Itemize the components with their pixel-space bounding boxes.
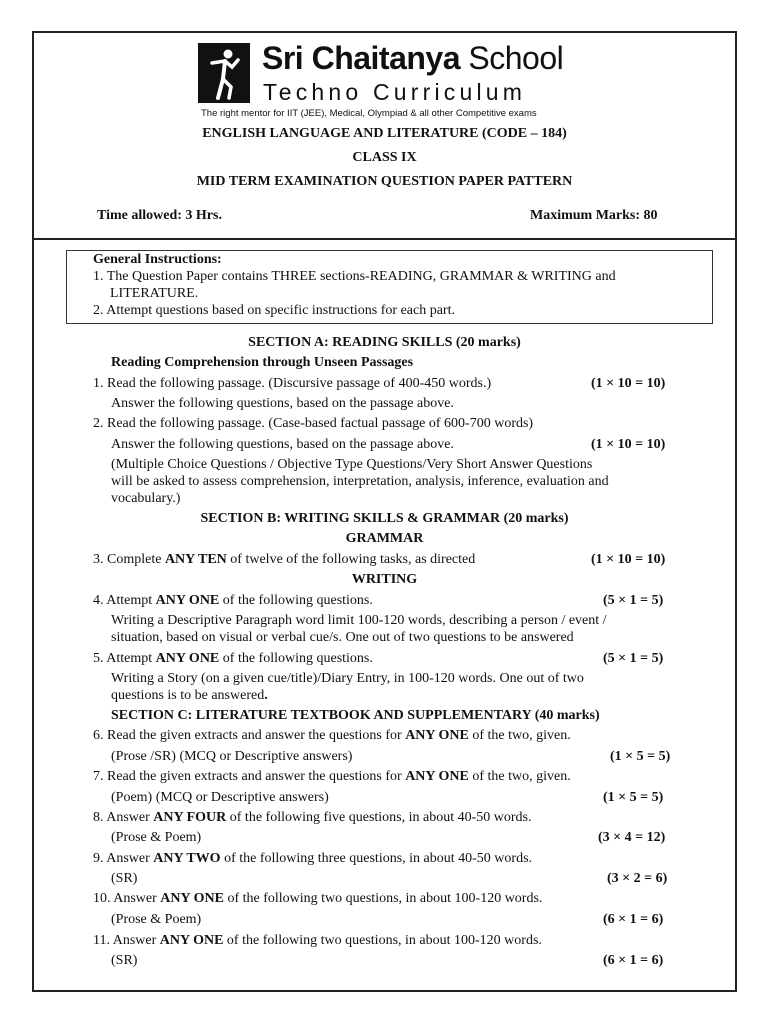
question-9: 9. Answer ANY TWO of the following three questions, in about 40-50 words.	[93, 851, 533, 866]
instruction-1-cont: LITERATURE.	[110, 286, 199, 301]
question-10-marks: (6 × 1 = 6)	[603, 912, 664, 927]
writing-heading: WRITING	[351, 572, 418, 587]
question-4-detail-2: situation, based on visual or verbal cue/s. One out of two questions to be answered	[111, 630, 574, 645]
question-1: 1. Read the following passage. (Discursive passage of 400-450 words.)	[93, 376, 492, 391]
question-2-detail: Answer the following questions, based on the passage above.	[111, 437, 454, 452]
question-6-marks: (1 × 5 = 5)	[610, 749, 671, 764]
question-6-detail: (Prose /SR) (MCQ or Descriptive answers)	[111, 749, 353, 764]
question-5: 5. Attempt ANY ONE of the following questions.	[93, 651, 373, 666]
instruction-1: 1. The Question Paper contains THREE sections-READING, GRAMMAR & WRITING and	[93, 269, 616, 284]
question-7: 7. Read the given extracts and answer the questions for ANY ONE of the two, given.	[93, 769, 571, 784]
question-6: 6. Read the given extracts and answer the questions for ANY ONE of the two, given.	[93, 728, 571, 743]
brand-subtitle: Techno Curriculum	[263, 79, 527, 105]
section-a-note-3: vocabulary.)	[111, 491, 181, 506]
question-7-marks: (1 × 5 = 5)	[603, 790, 664, 805]
question-7-detail: (Poem) (MCQ or Descriptive answers)	[111, 790, 329, 805]
question-4-detail-1: Writing a Descriptive Paragraph word limit 100-120 words, describing a person / event /	[111, 613, 607, 628]
question-2-marks: (1 × 10 = 10)	[591, 437, 666, 452]
question-4: 4. Attempt ANY ONE of the following questions.	[93, 593, 373, 608]
question-8-marks: (3 × 4 = 12)	[598, 830, 666, 845]
question-2: 2. Read the following passage. (Case-based factual passage of 600-700 words)	[93, 416, 534, 431]
section-b-title: SECTION B: WRITING SKILLS & GRAMMAR (20 marks)	[200, 511, 569, 526]
section-a-title: SECTION A: READING SKILLS (20 marks)	[248, 335, 521, 350]
section-c-title: SECTION C: LITERATURE TEXTBOOK AND SUPPLEMENTARY (40 marks)	[111, 708, 600, 723]
section-a-note-2: will be asked to assess comprehension, interpretation, analysis, inference, evaluation and	[111, 474, 609, 489]
question-3-marks: (1 × 10 = 10)	[591, 552, 666, 567]
question-3: 3. Complete ANY TEN of twelve of the following tasks, as directed	[93, 552, 476, 567]
question-5-detail-1: Writing a Story (on a given cue/title)/Diary Entry, in 100-120 words. One out of two	[111, 671, 584, 686]
question-11-marks: (6 × 1 = 6)	[603, 953, 664, 968]
maximum-marks: Maximum Marks: 80	[530, 208, 658, 223]
brand-name: Sri Chaitanya School	[262, 40, 564, 76]
question-10: 10. Answer ANY ONE of the following two questions, in about 100-120 words.	[93, 891, 543, 906]
question-11: 11. Answer ANY ONE of the following two questions, in about 100-120 words.	[93, 933, 542, 948]
question-1-marks: (1 × 10 = 10)	[591, 376, 666, 391]
question-5-detail-2: questions is to be answered.	[111, 688, 268, 703]
question-8-detail: (Prose & Poem)	[111, 830, 202, 845]
exam-pattern-title: MID TERM EXAMINATION QUESTION PAPER PATTERN	[196, 174, 573, 189]
question-5-marks: (5 × 1 = 5)	[603, 651, 664, 666]
instruction-2: 2. Attempt questions based on specific instructions for each part.	[93, 303, 455, 318]
grammar-heading: GRAMMAR	[345, 531, 424, 546]
question-8: 8. Answer ANY FOUR of the following five questions, in about 40-50 words.	[93, 810, 532, 825]
question-4-marks: (5 × 1 = 5)	[603, 593, 664, 608]
question-1-detail: Answer the following questions, based on the passage above.	[111, 396, 454, 411]
header-divider	[32, 238, 737, 240]
time-allowed: Time allowed: 3 Hrs.	[97, 208, 222, 223]
exam-title: ENGLISH LANGUAGE AND LITERATURE (CODE – 184)	[202, 126, 567, 141]
section-a-note-1: (Multiple Choice Questions / Objective Type Questions/Very Short Answer Questions	[111, 457, 593, 472]
question-10-detail: (Prose & Poem)	[111, 912, 202, 927]
question-9-detail: (SR)	[111, 871, 138, 886]
class-title: CLASS IX	[352, 150, 417, 165]
section-a-subtitle: Reading Comprehension through Unseen Passages	[111, 355, 414, 370]
tagline: The right mentor for IIT (JEE), Medical, Olympiad & all other Competitive exams	[201, 108, 537, 119]
runner-logo-icon	[198, 43, 250, 103]
instructions-heading: General Instructions:	[93, 252, 222, 267]
question-11-detail: (SR)	[111, 953, 138, 968]
question-9-marks: (3 × 2 = 6)	[607, 871, 668, 886]
